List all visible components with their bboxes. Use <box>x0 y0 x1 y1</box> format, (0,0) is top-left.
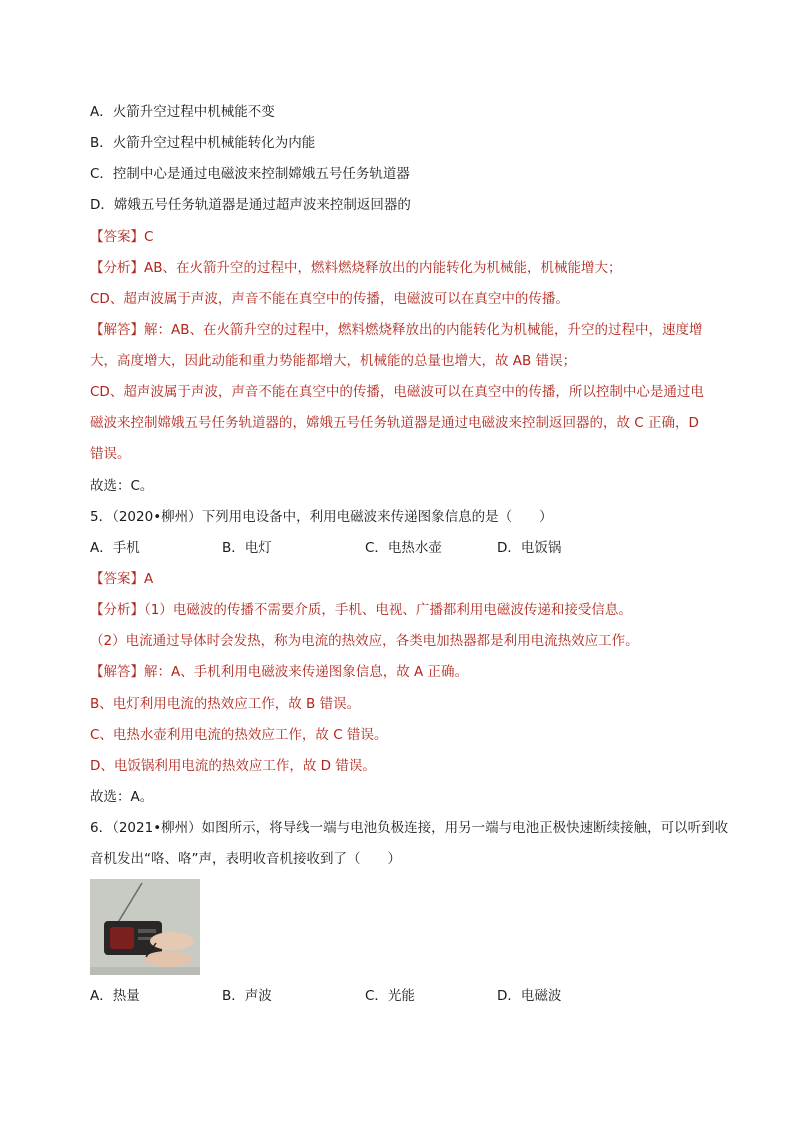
q4-analysis-1 <box>90 258 622 278</box>
q4-option-b: B．火箭升空过程中机械能转化为内能 <box>90 135 316 151</box>
q4-solution-4: 磁波来控制嫦娥五号任务轨道器的，嫦娥五号任务轨道器是通过电磁波来控制返回器的，故 C 正确，D <box>90 415 699 431</box>
solution-tag: 【解答】 <box>90 322 144 338</box>
answer-value: A <box>144 571 154 587</box>
q6-stem-1: 6．（2021•柳州）如图所示，将导线一端与电池负极连接，用另一端与电池正极快速断续接触，可以听到收 <box>90 820 729 836</box>
q5-solution-4: D、电饭锅利用电流的热效应工作，故 D 错误。 <box>90 758 376 774</box>
solution-tag: 【解答】 <box>90 664 144 680</box>
q4-option-a: A．火箭升空过程中机械能不变 <box>90 104 275 120</box>
q5-stem: 5．（2020•柳州）下列用电设备中，利用电磁波来传递图象信息的是（ ） <box>90 509 553 525</box>
hand-upper <box>150 932 194 950</box>
q4-final: 故选：C。 <box>90 478 154 494</box>
q5-option-b: B．电灯 <box>222 540 272 556</box>
q4-solution-1 <box>90 320 703 340</box>
q5-solution-1 <box>90 662 468 682</box>
q5-solution-2: B、电灯利用电流的热效应工作，故 B 错误。 <box>90 696 361 712</box>
q5-analysis-1 <box>90 600 632 620</box>
q6-option-d: D．电磁波 <box>497 988 562 1004</box>
hand-lower <box>144 951 192 967</box>
q6-option-c: C．光能 <box>365 988 415 1004</box>
q6-stem-2: 音机发出“咯、咯”声，表明收音机接收到了（ ） <box>90 851 401 867</box>
q5-option-c: C．电热水壶 <box>365 540 442 556</box>
radio-speaker <box>110 927 134 949</box>
analysis-tag: 【分析】 <box>90 260 144 276</box>
q5-analysis-2: （2）电流通过导体时会发热，称为电流的热效应，各类电加热器都是利用电流热效应工作。 <box>90 633 639 649</box>
q4-option-c: C．控制中心是通过电磁波来控制嫦娥五号任务轨道器 <box>90 166 410 182</box>
solution-text: 解：A、手机利用电磁波来传递图象信息，故 A 正确。 <box>144 664 469 680</box>
q4-option-d: D．嫦娥五号任务轨道器是通过超声波来控制返回器的 <box>90 197 411 213</box>
q4-solution-5: 错误。 <box>90 446 131 462</box>
answer-value: C <box>144 229 154 245</box>
q4-answer <box>90 227 153 247</box>
q4-analysis-2: CD、超声波属于声波，声音不能在真空中的传播，电磁波可以在真空中的传播。 <box>90 291 569 307</box>
q5-option-d: D．电饭锅 <box>497 540 562 556</box>
answer-tag: 【答案】 <box>90 571 144 587</box>
answer-tag: 【答案】 <box>90 229 144 245</box>
radio-battery-photo <box>90 879 200 975</box>
q6-option-a: A．热量 <box>90 988 140 1004</box>
q5-answer <box>90 569 153 589</box>
q6-option-b: B．声波 <box>222 988 272 1004</box>
q5-final: 故选：A。 <box>90 789 154 805</box>
q4-solution-2: 大，高度增大，因此动能和重力势能都增大，机械能的总量也增大，故 AB 错误； <box>90 353 577 369</box>
analysis-text: （1）电磁波的传播不需要介质，手机、电视、广播都利用电磁波传递和接受信息。 <box>144 602 632 618</box>
q4-solution-3: CD、超声波属于声波，声音不能在真空中的传播，电磁波可以在真空中的传播，所以控制中心是通过电 <box>90 384 704 400</box>
q5-option-a: A．手机 <box>90 540 140 556</box>
analysis-tag: 【分析】 <box>90 602 144 618</box>
q5-solution-3: C、电热水壶利用电流的热效应工作，故 C 错误。 <box>90 727 388 743</box>
analysis-text: AB、在火箭升空的过程中，燃料燃烧释放出的内能转化为机械能，机械能增大； <box>144 260 622 276</box>
radio-illustration <box>90 879 200 975</box>
solution-text: 解：AB、在火箭升空的过程中，燃料燃烧释放出的内能转化为机械能，升空的过程中，速度增 <box>144 322 703 338</box>
